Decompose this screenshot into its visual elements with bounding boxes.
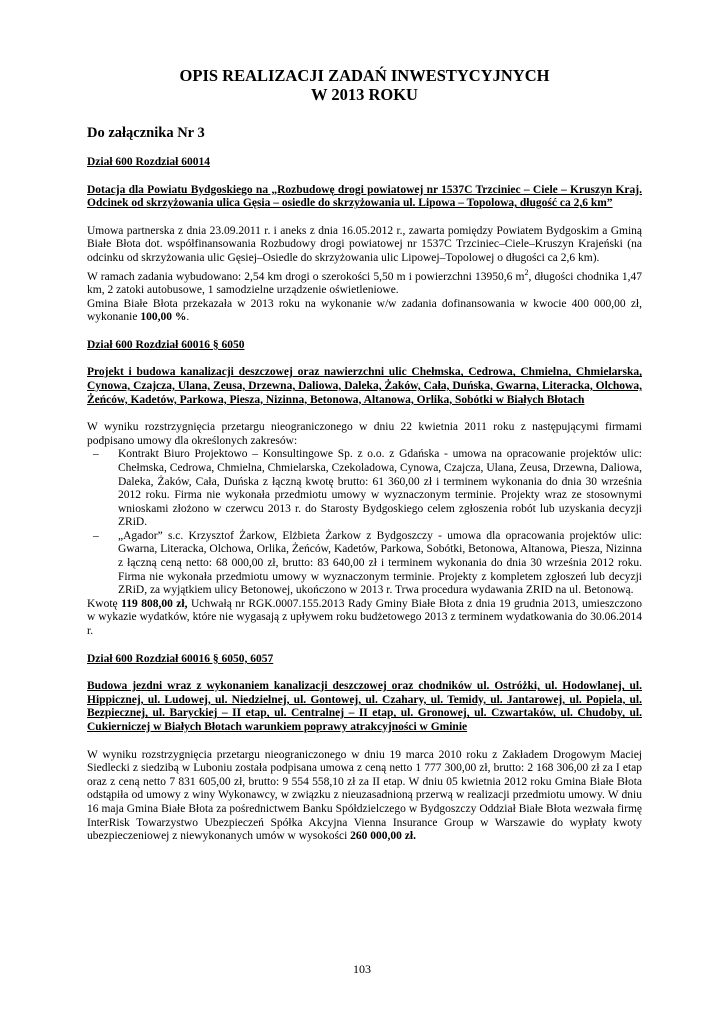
section-3-paragraph-1: [87, 749, 642, 844]
list-item: [87, 448, 642, 530]
section-1-p3-text-b: .: [186, 311, 190, 324]
title-line-1: OPIS REALIZACJI ZADAŃ INWESTYCYJNYCH: [179, 66, 550, 85]
section-2-task-title: Projekt i budowa kanalizacji deszczowej oraz nawierzchni ulic Chełmska, Cedrowa, Chmielna, Chmielarska, Cynowa, Czajcza, Ulana, Zeusa, Drzewna, Daliowa, Daleka, Żaków, Cała, Duńska, Gwarna, Literacka, Olchowa, Żeńców, Kadetów, Parkowa, Piesza, Nizinna, Betonowa, Altanowa, Orlika, Sobótki w Białych Błotach: [87, 366, 642, 406]
section-3-task-title: Budowa jezdni wraz z wykonaniem kanalizacji deszczowej oraz chodników ul. Ostróżki, ul. Hodowlanej, ul. Hippicznej, ul. Ludowej, ul. Niedzielnej, ul. Gontowej, ul. Czahary, ul. Temidy, ul. Jantarowej, ul. Popiela, ul. Bezpiecznej, ul. Baryckiej – II etap, ul. Centralnej – II etap, ul. Gronowej, ul. Czwartaków, ul. Chudoby, ul. Cukierniczej w Białych Błotach warunkiem poprawy atrakcyjności w Gminie: [87, 680, 642, 734]
list-item-text: „Agador” s.c. Krzysztof Żarkow, Elżbieta Żarkow z Bydgoszczy - umowa dla opracowania projektów ulic: Gwarna, Literacka, Olchowa, Orlika, Żeńców, Kadetów, Parkowa, Sobótki, Betonowa, Altanowa, Piesza, Nizinna z łączną ceną netto: 68 000,00 zł, brutto: 83 640,00 zł i terminem wykonania do dnia 30 września 2012 roku. Firma nie wykonała przedmiotu umowy w wyznaczonym terminie. Projekty z kompletem zgłoszeń lub decyzji ZRiD, za wyjątkiem ulicy Betonowej, ukończono w 2013 r. Trwa procedura wydawania ZRID na ul. Betonową.: [118, 529, 642, 597]
section-1-paragraph-2: [87, 266, 642, 298]
section-1-heading: Dział 600 Rozdział 60014: [87, 156, 210, 168]
section-2-closing-text-b: Uchwałą nr RGK.0007.155.2013 Rady Gminy Białe Błota z dnia 19 grudnia 2013, umieszczono w wykazie wydatków, które nie wygasają z upływem roku budżetowego 2013 z terminem wydatkowania do 30.06.2014 r.: [87, 597, 642, 638]
section-2-closing-amount: 119 808,00 zł,: [121, 597, 188, 610]
section-2-heading: Dział 600 Rozdział 60016 § 6050: [87, 338, 245, 351]
document-subtitle: Do załącznika Nr 3: [87, 125, 205, 141]
section-1-paragraph-3: [87, 298, 642, 325]
section-1-p2-superscript: 2: [524, 267, 529, 277]
title-line-2: W 2013 ROKU: [311, 85, 418, 104]
section-1-task-title: Dotacja dla Powiatu Bydgoskiego na „Rozbudowę drogi powiatowej nr 1537C Trzciniec – Ciele – Kruszyn Kraj. Odcinek od skrzyżowania ulica Gęsia – osiedle do skrzyżowania ul. Lipowa – Topolowa, długość ca 2,6 km”: [87, 183, 642, 210]
section-3-heading: Dział 600 Rozdział 60016 § 6050, 6057: [87, 652, 274, 665]
page-number: 103: [353, 962, 371, 976]
section-1-p3-percent: 100,00 %: [140, 311, 187, 324]
section-1-p2-text-a: W ramach zadania wybudowano: 2,54 km drogi o szerokości 5,50 m i powierzchni 13950,6 m: [87, 270, 525, 283]
section-3-p1-amount: 260 000,00 zł.: [350, 830, 416, 843]
section-1-paragraph-1: Umowa partnerska z dnia 23.09.2011 r. i aneks z dnia 16.05.2012 r., zawarta pomiędzy Powiatem Bydgoskim a Gminą Białe Błota dot. współfinansowania Rozbudowy drogi powiatowej nr 1537C Trzciniec–Ciele–Kruszyn Krajeński (na odcinku od skrzyżowania ulic Gęsiej–Osiedle do skrzyżowania ulic Lipowej–Topolowej o długości ca 2,6 km).: [87, 224, 642, 264]
section-1-p3-text-a: Gmina Białe Błota przekazała w 2013 roku na wykonanie w/w zadania dofinansowania w kwocie 400 000,00 zł, wykonanie: [87, 297, 642, 324]
section-2-contract-list: [87, 448, 642, 598]
document-title: [87, 66, 642, 104]
list-item: [87, 530, 642, 598]
list-item-text: Kontrakt Biuro Projektowo – Konsultingowe Sp. z o.o. z Gdańska - umowa na opracowanie projektów ulic: Chełmska, Cedrowa, Chmielna, Chmielarska, Czekoladowa, Cynowa, Czajcza, Ulana, Zeusa, Drzewna, Daliowa, Daleka, Żaków, Cała, Duńska z łączną kwotę brutto: 61 360,00 zł i terminem wykonania do dnia 30 września 2012 roku. Firma nie wykonała przedmiotu umowy w wyznaczonym terminie. Projekty wraz ze stosownymi wnioskami złożono w czerwcu 2013 r. do Starosty Bydgoskiego celem zgłoszenia robót lub uzyskania decyzji ZRiD.: [118, 448, 642, 529]
section-2-closing-text-a: Kwotę: [87, 597, 122, 610]
section-2-closing: [87, 598, 642, 639]
dash-bullet: –: [93, 529, 99, 542]
section-3-p1-text: W wyniku rozstrzygnięcia przetargu nieograniczonego w dniu 19 marca 2010 roku z Zakładem Drogowym Maciej Siedlecki z siedzibą w Luboniu została podpisana umowa z ceną netto 1 777 300,00 zł, brutto: 2 168 306,00 zł za I etap oraz z ceną netto 7 831 605,00 zł, brutto: 9 554 558,10 zł za II etap. W dniu 05 kwietnia 2012 roku Gmina Białe Błota odstąpiła od umowy z winy Wykonawcy, w związku z nieuzasadnioną przerwą w realizacji przedmiotu umowy. W dniu 16 maja Gmina Białe Błota za pośrednictwem Banku Spółdzielczego w Bydgoszczy Oddział Białe Błota wezwała firmę InterRisk Towarzystwo Ubezpieczeń Spółka Akcyjna Vienna Insurance Group w Warszawie do wypłaty kwoty ubezpieczeniowej z niewykonanych umów w wysokości: [87, 748, 642, 843]
dash-bullet: –: [93, 448, 99, 461]
section-1-p2-text-b: , długości chodnika 1,47 km, 2 zatoki autobusowe, 1 samodzielne urządzenie oświetleniowe.: [87, 270, 643, 296]
section-2-intro: W wyniku rozstrzygnięcia przetargu nieograniczonego w dniu 22 kwietnia 2011 roku z następującymi firmami podpisano umowy dla określonych zakresów:: [87, 421, 642, 447]
